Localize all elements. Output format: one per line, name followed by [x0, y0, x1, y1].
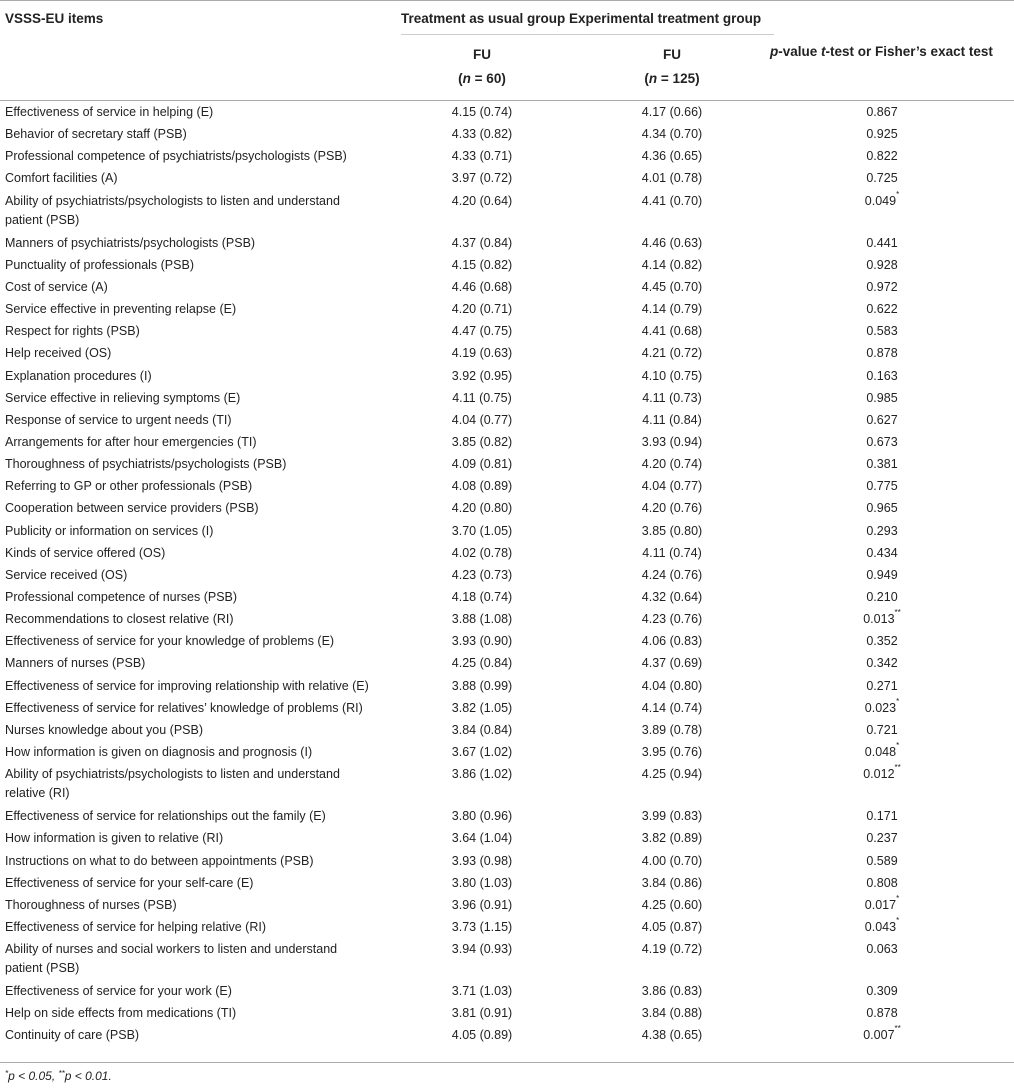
table-row [0, 740, 1014, 762]
table-row [0, 253, 1014, 275]
tau-cell: 3.97 (0.72) [451, 171, 513, 186]
p-value-cell [822, 588, 942, 607]
exp-cell: 4.38 (0.65) [641, 1028, 703, 1043]
p-value-cell [822, 654, 942, 673]
tau-cell: 3.93 (0.90) [451, 634, 513, 649]
tau-cell: 3.67 (1.02) [451, 745, 513, 760]
table-row [0, 979, 1014, 1001]
tau-cell: 3.80 (0.96) [451, 809, 513, 824]
tau-cell: 4.04 (0.77) [451, 412, 513, 427]
exp-cell: 4.17 (0.66) [641, 105, 703, 119]
tau-cell: 3.70 (1.05) [451, 523, 513, 538]
table-row [0, 1001, 1014, 1023]
table-row [0, 804, 1014, 826]
exp-cell: 4.45 (0.70) [641, 279, 703, 294]
p-value: 0.012 [863, 767, 895, 782]
p-value: 0.928 [866, 257, 898, 272]
tau-cell: 3.84 (0.84) [451, 722, 513, 737]
tau-cell: 4.18 (0.74) [451, 590, 513, 604]
p-value-cell [822, 455, 942, 474]
item-cell: Effectiveness of service for your knowledge of problems (E) [5, 634, 335, 649]
item-cell: Response of service to urgent needs (TI) [5, 412, 232, 427]
p-value-cell [822, 982, 942, 1001]
p-value-cell [822, 189, 942, 211]
item-cell: Ability of nurses and social workers to listen and understand patient (PSB) [5, 942, 338, 976]
table-row [0, 1023, 1014, 1045]
tau-cell: 4.25 (0.84) [451, 656, 513, 671]
p-value: 0.063 [866, 942, 898, 957]
exp-cell: 4.21 (0.72) [641, 346, 703, 361]
p-value-cell [822, 477, 942, 496]
p-value: 0.237 [866, 831, 898, 846]
p-value-cell [822, 300, 942, 319]
tau-cell: 4.33 (0.71) [451, 149, 513, 164]
item-cell: Professional competence of nurses (PSB) [5, 590, 238, 604]
exp-cell: 4.32 (0.64) [641, 590, 703, 604]
exp-cell: 3.82 (0.89) [641, 831, 703, 846]
p-value-cell [822, 893, 942, 915]
exp-cell: 4.19 (0.72) [641, 942, 703, 957]
table-row [0, 893, 1014, 915]
p-value-cell [822, 522, 942, 541]
item-cell: Arrangements for after hour emergencies (TI) [5, 434, 257, 449]
tau-cell: 3.93 (0.98) [451, 853, 513, 868]
table-row [0, 189, 1014, 231]
tau-cell: 4.20 (0.71) [451, 302, 513, 317]
exp-cell: 3.95 (0.76) [641, 745, 703, 760]
p-value: 0.381 [866, 457, 898, 472]
p-value: 0.441 [866, 235, 898, 250]
table-header [0, 0, 1014, 101]
p-value-cell [822, 411, 942, 430]
exp-cell: 4.11 (0.84) [642, 412, 702, 427]
table-row [0, 937, 1014, 979]
p-value: 0.965 [866, 501, 898, 516]
item-cell: Referring to GP or other professionals (PSB) [5, 479, 253, 494]
p-value: 0.985 [866, 390, 898, 405]
item-cell: Manners of psychiatrists/psychologists (PSB) [5, 235, 256, 250]
exp-cell: 4.00 (0.70) [641, 853, 703, 868]
p-value-cell [822, 278, 942, 297]
item-cell: Thoroughness of nurses (PSB) [5, 897, 177, 912]
p-value-cell [822, 765, 942, 784]
item-cell: Service effective in preventing relapse (E) [5, 302, 237, 317]
table-row [0, 651, 1014, 673]
item-cell: How information is given on diagnosis and prognosis (I) [5, 745, 313, 760]
p-value-cell [822, 721, 942, 740]
table-row [0, 915, 1014, 937]
table-row [0, 319, 1014, 341]
table-row [0, 452, 1014, 474]
tau-cell: 3.96 (0.91) [451, 897, 513, 912]
exp-cell: 3.93 (0.94) [641, 434, 703, 449]
exp-cell: 4.01 (0.78) [641, 171, 703, 186]
exp-cell: 3.89 (0.78) [641, 722, 703, 737]
p-value: 0.775 [866, 479, 898, 494]
item-cell: Continuity of care (PSB) [5, 1028, 140, 1043]
items-column-header: VSSS-EU items [5, 11, 104, 26]
item-cell: Effectiveness of service for helping relative (RI) [5, 919, 266, 934]
table-row [0, 762, 1014, 804]
exp-cell: 3.85 (0.80) [641, 523, 703, 538]
exp-cell: 4.37 (0.69) [641, 656, 703, 671]
exp-cell: 4.41 (0.70) [641, 193, 703, 208]
p-value: 0.808 [866, 875, 898, 890]
tau-cell: 4.46 (0.68) [451, 279, 513, 294]
exp-cell: 4.23 (0.76) [641, 612, 703, 627]
item-cell: Effectiveness of service for improving relationship with relative (E) [5, 678, 369, 693]
table-row [0, 629, 1014, 651]
tau-cell: 4.33 (0.82) [451, 127, 513, 142]
p-value-cell [822, 256, 942, 275]
p-value: 0.293 [866, 523, 898, 538]
table-row [0, 430, 1014, 452]
p-value-cell [822, 499, 942, 518]
exp-cell: 4.25 (0.60) [641, 897, 703, 912]
item-cell: Effectiveness of service for your self-care (E) [5, 875, 254, 890]
exp-cell: 4.41 (0.68) [641, 324, 703, 339]
tau-cell: 4.15 (0.82) [451, 257, 513, 272]
p-value-cell [822, 367, 942, 386]
exp-cell: 3.84 (0.86) [641, 875, 703, 890]
tau-cell: 4.11 (0.75) [452, 390, 512, 405]
item-cell: Kinds of service offered (OS) [5, 545, 166, 560]
tau-fu-label: FU [473, 47, 491, 62]
p-value-cell [822, 344, 942, 363]
p-value: 0.589 [866, 853, 898, 868]
p-value-cell [822, 743, 942, 762]
tau-cell: 4.23 (0.73) [451, 567, 513, 582]
p-value-cell [822, 234, 942, 253]
p-value: 0.007 [863, 1028, 895, 1043]
p-value-cell [822, 1026, 942, 1045]
p-value-cell [822, 852, 942, 871]
p-value-cell [822, 632, 942, 651]
exp-cell: 4.36 (0.65) [641, 149, 703, 164]
p-value: 0.434 [866, 545, 898, 560]
significance-mark: * [896, 741, 900, 751]
tau-cell: 3.82 (1.05) [451, 700, 513, 715]
table-row [0, 231, 1014, 253]
tau-cell: 4.02 (0.78) [451, 545, 513, 560]
table-row [0, 364, 1014, 386]
item-cell: Professional competence of psychiatrists/psychologists (PSB) [5, 149, 347, 164]
table-row [0, 826, 1014, 848]
tau-cell: 3.92 (0.95) [451, 368, 513, 383]
table-row [0, 849, 1014, 871]
table-row [0, 386, 1014, 408]
p-value: 0.721 [866, 722, 898, 737]
significance-mark: * [896, 696, 900, 706]
p-value: 0.043 [864, 919, 897, 934]
item-cell: Help on side effects from medications (TI) [5, 1006, 237, 1021]
tau-cell: 4.19 (0.63) [451, 346, 513, 361]
p-value-cell [822, 566, 942, 585]
tau-cell: 3.80 (1.03) [451, 875, 513, 890]
p-value: 0.309 [866, 984, 898, 999]
item-cell: Recommendations to closest relative (RI) [5, 612, 234, 627]
item-cell: Punctuality of professionals (PSB) [5, 257, 194, 272]
p-value-cell [822, 829, 942, 848]
item-cell: Service received (OS) [5, 567, 128, 582]
p-value: 0.049 [864, 193, 897, 208]
table-row [0, 297, 1014, 319]
p-value-cell [822, 696, 942, 718]
tau-cell: 4.20 (0.64) [451, 193, 513, 208]
exp-cell: 3.84 (0.88) [641, 1006, 703, 1021]
item-cell: Thoroughness of psychiatrists/psychologists (PSB) [5, 457, 287, 472]
p-value-cell [822, 807, 942, 826]
exp-fu-header [612, 43, 732, 91]
item-cell: Service effective in relieving symptoms (E) [5, 390, 241, 405]
p-value: 0.972 [866, 279, 898, 294]
table-row [0, 122, 1014, 144]
p-value: 0.878 [866, 1006, 898, 1021]
p-value-cell [822, 103, 942, 122]
table-row [0, 607, 1014, 629]
exp-fu-label: FU [663, 47, 681, 62]
tau-cell: 4.08 (0.89) [451, 479, 513, 494]
table-row [0, 519, 1014, 541]
exp-cell: 4.05 (0.87) [641, 919, 703, 934]
table-row [0, 144, 1014, 166]
group-header: Treatment as usual group Experimental treatment group [401, 11, 762, 26]
table-row [0, 541, 1014, 563]
exp-cell: 3.99 (0.83) [641, 809, 703, 824]
p-value: 0.342 [866, 656, 898, 671]
p-value-cell [822, 915, 942, 937]
item-cell: Nurses knowledge about you (PSB) [5, 722, 204, 737]
item-cell: Behavior of secretary staff (PSB) [5, 127, 187, 142]
table-row [0, 341, 1014, 363]
table-row [0, 563, 1014, 585]
exp-cell: 3.86 (0.83) [641, 984, 703, 999]
footnote: *p < 0.05, **p < 0.01. [5, 1069, 112, 1083]
table-row [0, 674, 1014, 696]
table-row [0, 718, 1014, 740]
tau-cell: 3.86 (1.02) [451, 767, 513, 782]
tau-cell: 4.09 (0.81) [451, 457, 513, 472]
item-cell: Effectiveness of service for relationships out the family (E) [5, 809, 326, 824]
tau-cell: 4.47 (0.75) [451, 324, 513, 339]
group-header-rule [401, 34, 774, 35]
exp-cell: 4.46 (0.63) [641, 235, 703, 250]
p-value-cell [822, 610, 942, 629]
table-row [0, 166, 1014, 188]
tau-cell: 3.81 (0.91) [451, 1006, 513, 1021]
item-cell: Comfort facilities (A) [5, 171, 118, 186]
item-cell: Publicity or information on services (I) [5, 523, 214, 538]
p-value-cell [822, 147, 942, 166]
p-value-cell [822, 169, 942, 188]
tau-cell: 4.15 (0.74) [451, 105, 513, 119]
p-value-cell [822, 389, 942, 408]
table-row [0, 496, 1014, 518]
tau-cell: 3.85 (0.82) [451, 434, 513, 449]
tau-cell: 3.71 (1.03) [451, 984, 513, 999]
p-value: 0.210 [866, 590, 898, 604]
table-row [0, 408, 1014, 430]
exp-cell: 4.14 (0.79) [641, 302, 703, 317]
significance-mark: * [896, 915, 900, 925]
table-row [0, 696, 1014, 718]
p-value: 0.627 [866, 412, 898, 427]
tau-cell: 4.05 (0.89) [451, 1028, 513, 1043]
item-cell: Effectiveness of service for your work (E) [5, 984, 232, 999]
exp-cell: 4.11 (0.73) [642, 390, 702, 405]
p-value-cell [822, 544, 942, 563]
tau-fu-header [422, 43, 542, 91]
p-value: 0.017 [864, 897, 897, 912]
table-bottom-rule [0, 1062, 1014, 1063]
p-value: 0.013 [863, 612, 895, 627]
table-row [0, 100, 1014, 122]
tau-cell: 3.88 (0.99) [451, 678, 513, 693]
table-row [0, 871, 1014, 893]
p-value: 0.925 [866, 127, 898, 142]
tau-cell: 3.64 (1.04) [451, 831, 513, 846]
p-value-cell [822, 940, 942, 959]
item-cell: Effectiveness of service in helping (E) [5, 105, 214, 119]
p-value: 0.949 [866, 567, 898, 582]
tau-cell: 4.20 (0.80) [451, 501, 513, 516]
item-cell: Respect for rights (PSB) [5, 324, 140, 339]
exp-cell: 4.25 (0.94) [641, 767, 703, 782]
p-value: 0.163 [866, 368, 898, 383]
item-cell: Instructions on what to do between appointments (PSB) [5, 853, 314, 868]
tau-cell: 3.94 (0.93) [451, 942, 513, 957]
tau-cell: 3.73 (1.15) [451, 919, 513, 934]
exp-cell: 4.10 (0.75) [641, 368, 703, 383]
p-value: 0.023 [864, 700, 897, 715]
significance-mark: ** [894, 608, 901, 618]
table-row [0, 474, 1014, 496]
item-cell: Ability of psychiatrists/psychologists to listen and understand patient (PSB) [5, 193, 340, 227]
exp-cell: 4.11 (0.74) [642, 545, 702, 560]
tau-cell: 4.37 (0.84) [451, 235, 513, 250]
exp-cell: 4.06 (0.83) [641, 634, 703, 649]
p-value: 0.171 [866, 809, 898, 824]
item-cell: Cooperation between service providers (PSB) [5, 501, 259, 516]
p-value: 0.673 [866, 434, 898, 449]
p-value: 0.622 [866, 302, 898, 317]
tau-n-label: (n = 60) [458, 71, 506, 86]
p-value: 0.878 [866, 346, 898, 361]
exp-cell: 4.34 (0.70) [641, 127, 703, 142]
exp-cell: 4.04 (0.80) [641, 678, 703, 693]
p-value-cell [822, 874, 942, 893]
exp-n-label: (n = 125) [644, 71, 700, 86]
significance-mark: * [896, 189, 900, 199]
p-value: 0.583 [866, 324, 898, 339]
item-cell: Explanation procedures (I) [5, 368, 152, 383]
p-value: 0.352 [866, 634, 898, 649]
item-cell: Cost of service (A) [5, 279, 108, 294]
p-value: 0.867 [866, 105, 898, 119]
p-value-cell [822, 433, 942, 452]
exp-cell: 4.04 (0.77) [641, 479, 703, 494]
tau-cell: 3.88 (1.08) [451, 612, 513, 627]
item-cell: Effectiveness of service for relatives’ knowledge of problems (RI) [5, 700, 363, 715]
p-value: 0.271 [866, 678, 898, 693]
significance-mark: ** [894, 763, 901, 773]
p-value-cell [822, 677, 942, 696]
item-cell: Help received (OS) [5, 346, 112, 361]
exp-cell: 4.14 (0.82) [641, 257, 703, 272]
p-value-cell [822, 322, 942, 341]
exp-cell: 4.14 (0.74) [641, 700, 703, 715]
p-value-header: p-value t-test or Fisher’s exact test [770, 44, 993, 59]
p-value-cell [822, 125, 942, 144]
exp-cell: 4.20 (0.74) [641, 457, 703, 472]
p-value-cell [822, 1004, 942, 1023]
item-cell: How information is given to relative (RI) [5, 831, 224, 846]
item-cell: Ability of psychiatrists/psychologists to listen and understand relative (RI) [5, 767, 340, 801]
item-cell: Manners of nurses (PSB) [5, 656, 146, 671]
significance-mark: * [896, 893, 900, 903]
table-row [0, 275, 1014, 297]
p-value: 0.725 [866, 171, 898, 186]
significance-mark: ** [894, 1024, 901, 1034]
exp-cell: 4.24 (0.76) [641, 567, 703, 582]
exp-cell: 4.20 (0.76) [641, 501, 703, 516]
p-value: 0.822 [866, 149, 898, 164]
table-row [0, 585, 1014, 607]
p-value: 0.048 [864, 745, 897, 760]
